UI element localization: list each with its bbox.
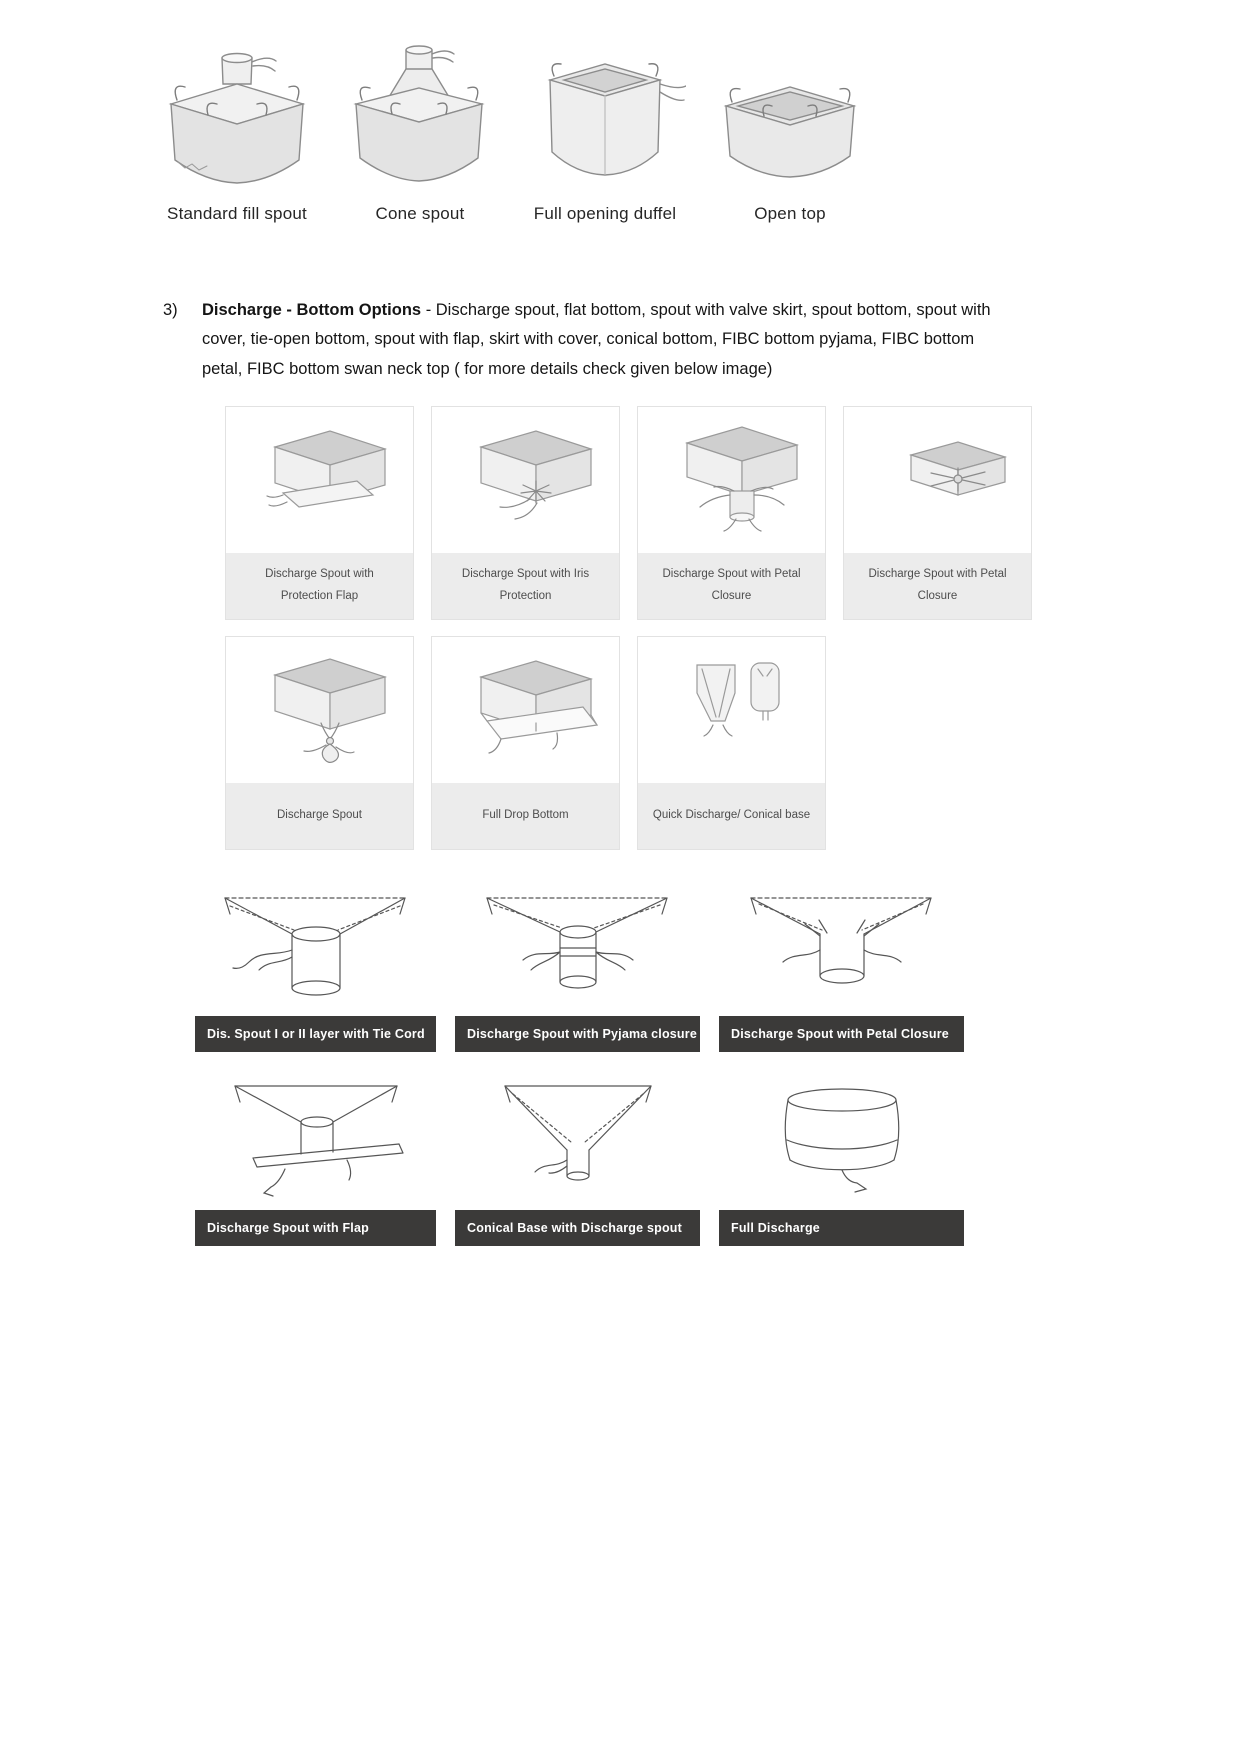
panel-label: Full Discharge xyxy=(719,1210,964,1246)
panel-full-discharge xyxy=(719,1070,964,1246)
card-label: Discharge Spout with Iris Protection xyxy=(432,553,619,619)
quick-discharge-conical-base-illustration xyxy=(638,637,825,783)
figure-cone-spout xyxy=(346,40,494,224)
card-label: Discharge Spout with Protection Flap xyxy=(226,553,413,619)
full-discharge-sketch xyxy=(723,1072,961,1208)
open-top-bag-icon xyxy=(716,54,864,192)
discharge-spout-illustration xyxy=(227,637,413,783)
spout-petal-closure-sketch xyxy=(719,876,964,1016)
fill-option-label: Cone spout xyxy=(375,204,465,223)
figure-full-opening-duffel xyxy=(524,40,686,224)
panel-label: Conical Base with Discharge spout xyxy=(455,1210,700,1246)
open-top-bag-icon xyxy=(716,40,864,192)
panel-label: Dis. Spout I or II layer with Tie Cord xyxy=(195,1016,436,1052)
conical-base-spout-sketch xyxy=(459,1072,697,1208)
card-full-drop-bottom xyxy=(431,636,620,850)
spout-tie-cord-sketch xyxy=(195,876,436,1016)
sketch-panels-row-1 xyxy=(195,876,1240,1052)
fill-option-label: Full opening duffel xyxy=(533,204,677,223)
panel-label: Discharge Spout with Pyjama closure xyxy=(455,1016,700,1052)
fill-option-label: Standard fill spout xyxy=(167,204,307,223)
full-drop-bottom-illustration xyxy=(432,637,619,783)
panel-spout-with-flap xyxy=(195,1070,436,1246)
standard-fill-spout-bag-icon xyxy=(158,40,316,192)
card-label: Quick Discharge/ Conical base xyxy=(638,783,825,849)
card-petal-closure-flat xyxy=(843,406,1032,620)
card-label: Discharge Spout with Petal Closure xyxy=(844,553,1031,619)
card-iris-protection xyxy=(431,406,620,620)
sketch-panels-row-2 xyxy=(195,1070,1240,1246)
spout-pyjama-closure-sketch xyxy=(459,878,697,1014)
cone-spout-bag-icon xyxy=(346,40,494,192)
card-petal-closure-spout xyxy=(637,406,826,620)
card-discharge-spout xyxy=(225,636,414,850)
quick-discharge-conical-base-illustration xyxy=(639,637,825,783)
full-drop-bottom-illustration xyxy=(433,637,619,783)
panel-label: Discharge Spout with Petal Closure xyxy=(719,1016,964,1052)
top-fill-options-row xyxy=(0,0,1240,224)
card-label: Discharge Spout xyxy=(226,783,413,849)
discharge-spout-petal-closure-flat-illustration xyxy=(844,407,1031,553)
discharge-spout-illustration xyxy=(226,637,413,783)
panel-pyjama-closure xyxy=(455,876,700,1052)
paragraph-text xyxy=(202,296,1019,384)
fill-option-label: Open top xyxy=(754,204,826,223)
discharge-cards-row-2 xyxy=(225,636,1240,850)
discharge-spout-protection-flap-illustration xyxy=(226,407,413,553)
full-discharge-sketch xyxy=(719,1070,964,1210)
spout-with-flap-sketch xyxy=(197,1072,435,1208)
full-opening-duffel-bag-icon xyxy=(524,42,686,192)
full-opening-duffel-bag-icon xyxy=(524,40,686,192)
card-quick-discharge-conical xyxy=(637,636,826,850)
spout-pyjama-closure-sketch xyxy=(455,876,700,1016)
card-label: Full Drop Bottom xyxy=(432,783,619,849)
discharge-spout-petal-closure-flat-illustration xyxy=(845,407,1031,553)
panel-conical-base xyxy=(455,1070,700,1246)
conical-base-spout-sketch xyxy=(455,1070,700,1210)
cone-spout-bag-icon xyxy=(346,42,494,192)
discharge-spout-protection-flap-illustration xyxy=(227,407,413,553)
discharge-spout-petal-closure-spout-illustration xyxy=(639,407,825,553)
spout-with-flap-sketch xyxy=(195,1070,436,1210)
discharge-spout-iris-protection-illustration xyxy=(433,407,619,553)
discharge-spout-petal-closure-spout-illustration xyxy=(638,407,825,553)
panel-petal-closure xyxy=(719,876,964,1052)
spout-tie-cord-sketch xyxy=(197,878,435,1014)
panel-label: Discharge Spout with Flap xyxy=(195,1210,436,1246)
card-label: Discharge Spout with Petal Closure xyxy=(638,553,825,619)
list-number: 3) xyxy=(163,301,178,319)
discharge-spout-iris-protection-illustration xyxy=(432,407,619,553)
figure-standard-fill-spout xyxy=(158,40,316,224)
section-description: - Discharge spout, flat bottom, spout with valve skirt, spout bottom, spout with cover, tie-open bottom, spout with flap, skirt with cover, conical bottom, FIBC bottom pyjama, FIBC bottom petal, FIBC bottom swan neck top ( for more details check given below image) xyxy=(202,301,991,378)
section-title: Discharge - Bottom Options xyxy=(202,301,422,319)
spout-petal-closure-sketch xyxy=(723,878,961,1014)
figure-open-top xyxy=(716,40,864,224)
standard-fill-spout-bag-icon xyxy=(158,42,316,192)
discharge-options-paragraph xyxy=(163,296,1019,384)
discharge-cards-row-1 xyxy=(225,406,1240,620)
panel-tie-cord xyxy=(195,876,436,1052)
card-protection-flap xyxy=(225,406,414,620)
